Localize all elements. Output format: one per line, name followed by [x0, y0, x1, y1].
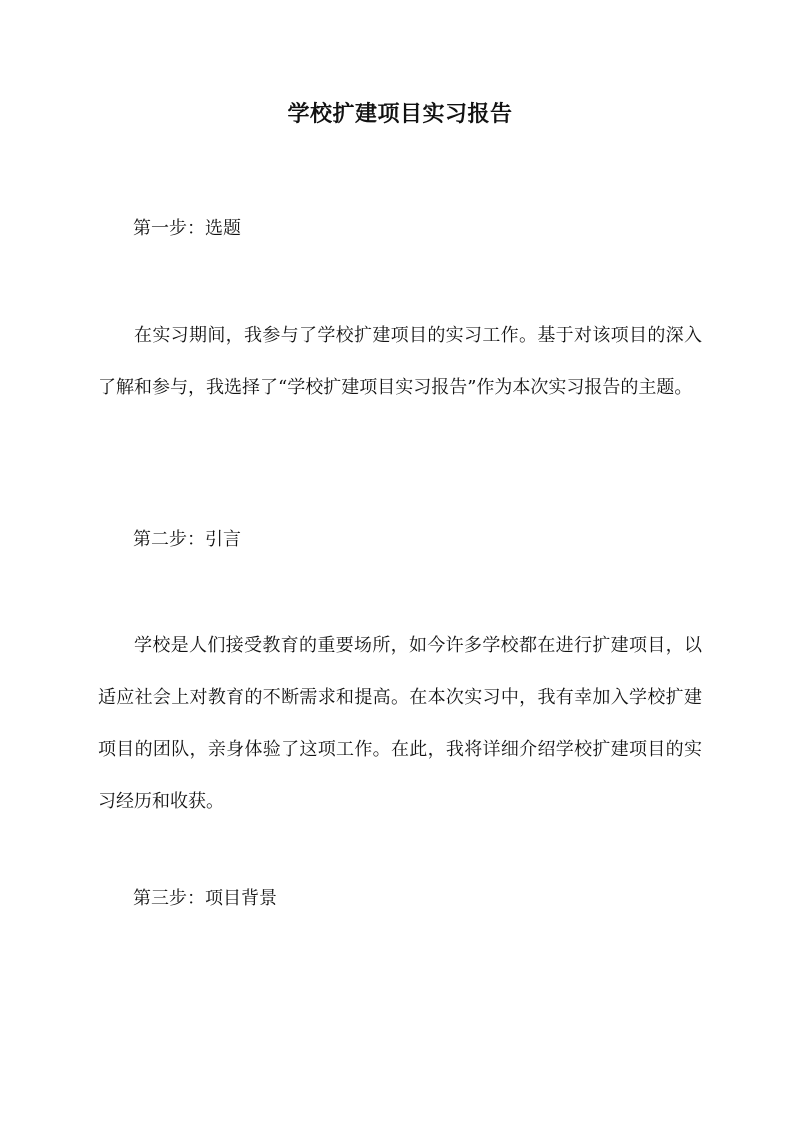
section-paragraph-step-2: 学校是人们接受教育的重要场所，如今许多学校都在进行扩建项目，以适应社会上对教育的不断需求和提高。在本次实习中，我有幸加入学校扩建项目的团队，亲身体验了这项工作。在此，我将详细介绍学校扩建项目的实习经历和收获。 [98, 635, 702, 812]
section-heading-step-3: 第三步：项目背景 [133, 888, 277, 909]
section-heading-step-2: 第二步：引言 [133, 529, 241, 550]
section-paragraph-step-1: 在实习期间，我参与了学校扩建项目的实习工作。基于对该项目的深入了解和参与，我选择了“学校扩建项目实习报告”作为本次实习报告的主题。 [98, 325, 702, 398]
document-title: 学校扩建项目实习报告 [287, 101, 513, 127]
section-heading-step-1: 第一步：选题 [133, 218, 241, 239]
